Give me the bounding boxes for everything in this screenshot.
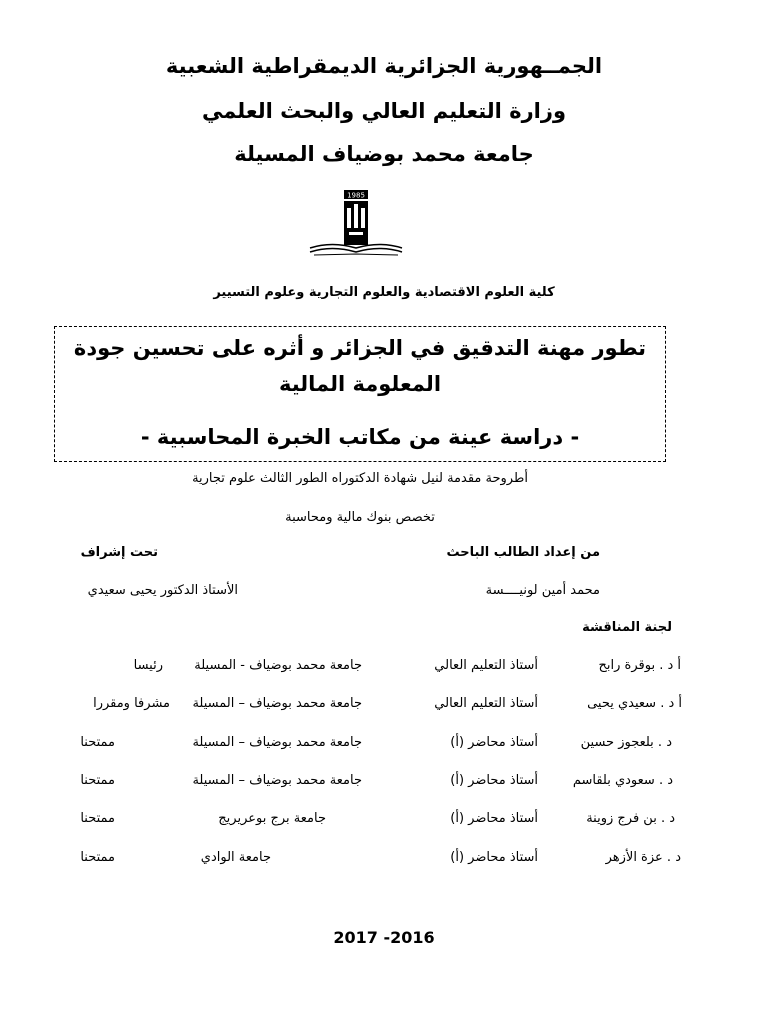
committee-member-role: ممتحنا <box>80 850 115 865</box>
committee-member-rank: أستاذ محاضر (أ) <box>450 773 538 788</box>
committee-member-university: جامعة محمد بوضياف – المسيلة <box>192 773 362 788</box>
degree-statement: أطروحة مقدمة لنيل شهادة الدكتوراه الطور الثالث علوم تجارية <box>192 471 528 486</box>
header-university: جامعة محمد بوضياف المسيلة <box>234 142 534 166</box>
academic-year: 2017 -2016 <box>333 928 435 947</box>
committee-member-role: مشرفا ومقررا <box>93 696 170 711</box>
committee-member-university: جامعة محمد بوضياف – المسيلة <box>192 696 362 711</box>
logo-year: 1985 <box>347 191 365 200</box>
header-republic: الجمــهورية الجزائرية الديمقراطية الشعبية <box>165 54 603 78</box>
committee-member-rank: أستاذ محاضر (أ) <box>450 811 538 826</box>
thesis-subtitle: - دراسة عينة من مكاتب الخبرة المحاسبية - <box>140 425 580 449</box>
committee-member-rank: أستاذ محاضر (أ) <box>450 850 538 865</box>
student-label: من إعداد الطالب الباحث <box>446 545 600 560</box>
committee-member-university: جامعة برج بوعريريج <box>218 811 326 826</box>
committee-member-name: د . سعودي بلقاسم <box>572 773 673 788</box>
supervisor-name: الأستاذ الدكتور يحيى سعيدي <box>87 583 238 598</box>
committee-member-name: د . عزة الأزهر <box>605 850 681 865</box>
thesis-title-line1: تطور مهنة التدقيق في الجزائر و أثره على تحسين جودة <box>73 336 647 360</box>
committee-label: لجنة المناقشة <box>582 620 672 635</box>
committee-member-role: رئيسا <box>133 658 163 673</box>
committee-member-name: أ د . سعيدي يحيى <box>587 696 682 711</box>
committee-member-name: د . بن فرج زوينة <box>586 811 675 826</box>
committee-member-university: جامعة محمد بوضياف – المسيلة <box>192 735 362 750</box>
committee-member-role: ممتحنا <box>80 811 115 826</box>
specialty: تخصص بنوك مالية ومحاسبة <box>285 510 435 525</box>
committee-member-name: د . بلعجوز حسين <box>580 735 672 750</box>
committee-member-rank: أستاذ التعليم العالي <box>434 658 538 673</box>
thesis-title-line2: المعلومة المالية <box>278 372 442 396</box>
committee-member-name: أ د . بوقرة رابح <box>598 658 681 673</box>
supervisor-label: تحت إشراف <box>80 545 158 560</box>
committee-member-university: جامعة محمد بوضياف - المسيلة <box>194 658 362 673</box>
committee-member-role: ممتحنا <box>80 773 115 788</box>
student-name: محمد أمين لونيــــسة <box>485 583 600 598</box>
university-emblem-icon <box>308 188 404 258</box>
committee-member-rank: أستاذ التعليم العالي <box>434 696 538 711</box>
header-ministry: وزارة التعليم العالي والبحث العلمي <box>201 99 567 123</box>
committee-member-rank: أستاذ محاضر (أ) <box>450 735 538 750</box>
committee-member-role: ممتحنا <box>80 735 115 750</box>
committee-member-university: جامعة الوادي <box>200 850 271 865</box>
faculty-name: كلية العلوم الاقتصادية والعلوم التجارية وعلوم التسيير <box>213 285 555 300</box>
